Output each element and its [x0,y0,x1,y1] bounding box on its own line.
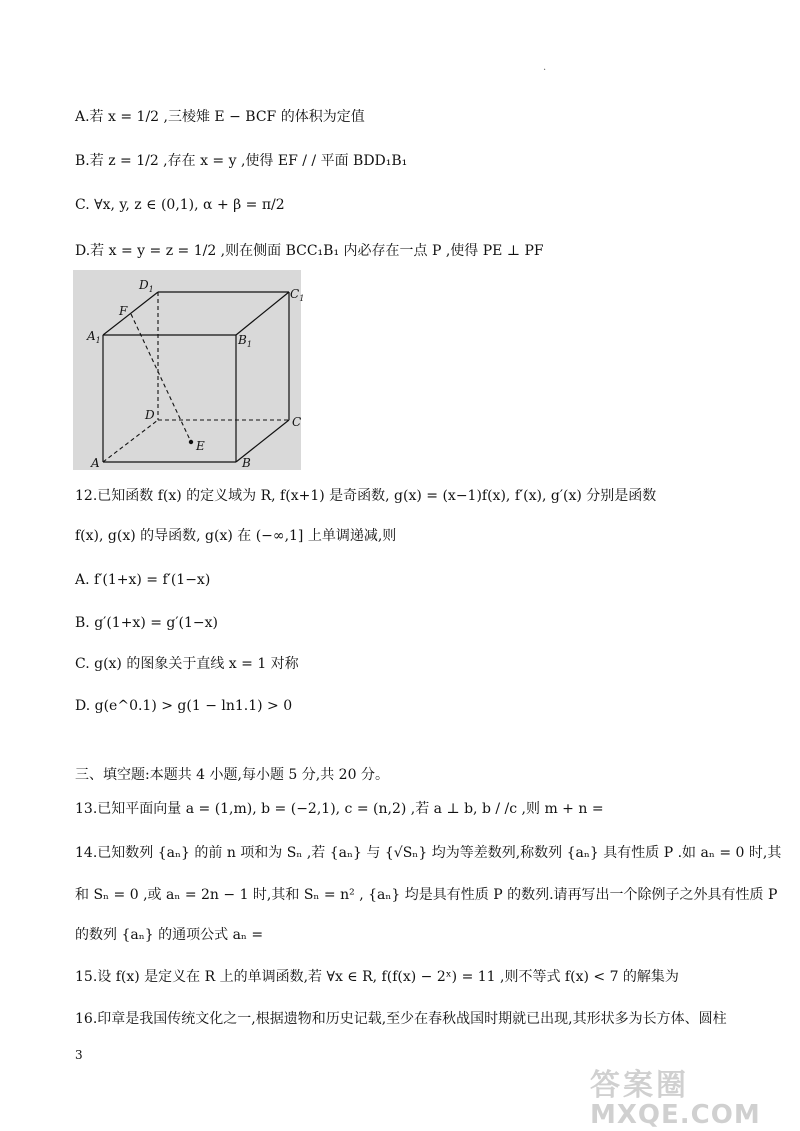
q13-text: 13.已知平面向量 a = (1,m), b = (−2,1), c = (n,2) ,若 a ⊥ b, b / /c ,则 m + n = [75,801,604,817]
label-b: B [242,456,251,470]
label-d: D [145,408,155,422]
cube-diagram [73,270,305,470]
q14-line1: 14.已知数列 {aₙ} 的前 n 项和为 Sₙ ,若 {aₙ} 与 {√Sₙ} 均为等差数列,称数列 {aₙ} 具有性质 P .如 aₙ = 0 时,其 [75,845,782,861]
watermark-url: MXQE.COM [590,1100,761,1130]
page-number: 3 [75,1048,83,1062]
section-heading: 三、填空题:本题共 4 小题,每小题 5 分,共 20 分。 [75,767,389,783]
label-c1: $C_1$ [290,287,305,303]
label-e: E [196,439,205,453]
q11-option-b: B.若 z = 1/2 ,存在 x = y ,使得 EF / / 平面 BDD₁B₁ [75,153,408,169]
label-a1: $A_1$ [87,329,101,345]
watermark-logo-text: 答案圈 [590,1068,689,1103]
header-dot: . [543,62,547,73]
label-b1: $B_1$ [238,333,252,349]
q12-option-b: B. g′(1+x) = g′(1−x) [75,615,219,631]
point-e [189,440,193,444]
q12-option-d: D. g(e^0.1) > g(1 − ln1.1) > 0 [75,698,293,714]
q11-option-d: D.若 x = y = z = 1/2 ,则在侧面 BCC₁B₁ 内必存在一点 P ,使得 PE ⊥ PF [75,243,544,259]
q11-option-c: C. ∀x, y, z ∈ (0,1), α + β = π/2 [75,197,285,213]
q12-stem-line1: 12.已知函数 f(x) 的定义域为 R, f(x+1) 是奇函数, g(x) = (x−1)f(x), f′(x), g′(x) 分别是函数 [75,488,657,504]
label-c: C [292,415,302,429]
q14-line3: 的数列 {aₙ} 的通项公式 aₙ = [75,927,264,943]
q11-option-a: A.若 x = 1/2 ,三棱雉 E − BCF 的体积为定值 [75,109,365,125]
watermark [590,1060,790,1130]
q14-line2: 和 Sₙ = 0 ,或 aₙ = 2n − 1 时,其和 Sₙ = n² , {aₙ} 均是具有性质 P 的数列.请再写出一个除例子之外具有性质 P [75,887,778,903]
label-f: F [119,304,128,318]
q12-option-c: C. g(x) 的图象关于直线 x = 1 对称 [75,656,299,672]
label-a: A [91,456,100,470]
q16-text: 16.印章是我国传统文化之一,根据遗物和历史记载,至少在春秋战国时期就已出现,其形状多为长方体、圆柱 [75,1011,727,1027]
q15-text: 15.设 f(x) 是定义在 R 上的单调函数,若 ∀x ∈ R, f(f(x) − 2ˣ) = 11 ,则不等式 f(x) < 7 的解集为 [75,969,679,985]
cube-figure [73,270,305,470]
q12-option-a: A. f′(1+x) = f′(1−x) [75,572,211,588]
label-d1: $D_1$ [139,278,154,294]
q12-stem-line2: f(x), g(x) 的导函数, g(x) 在 (−∞,1] 上单调递减,则 [75,528,397,544]
